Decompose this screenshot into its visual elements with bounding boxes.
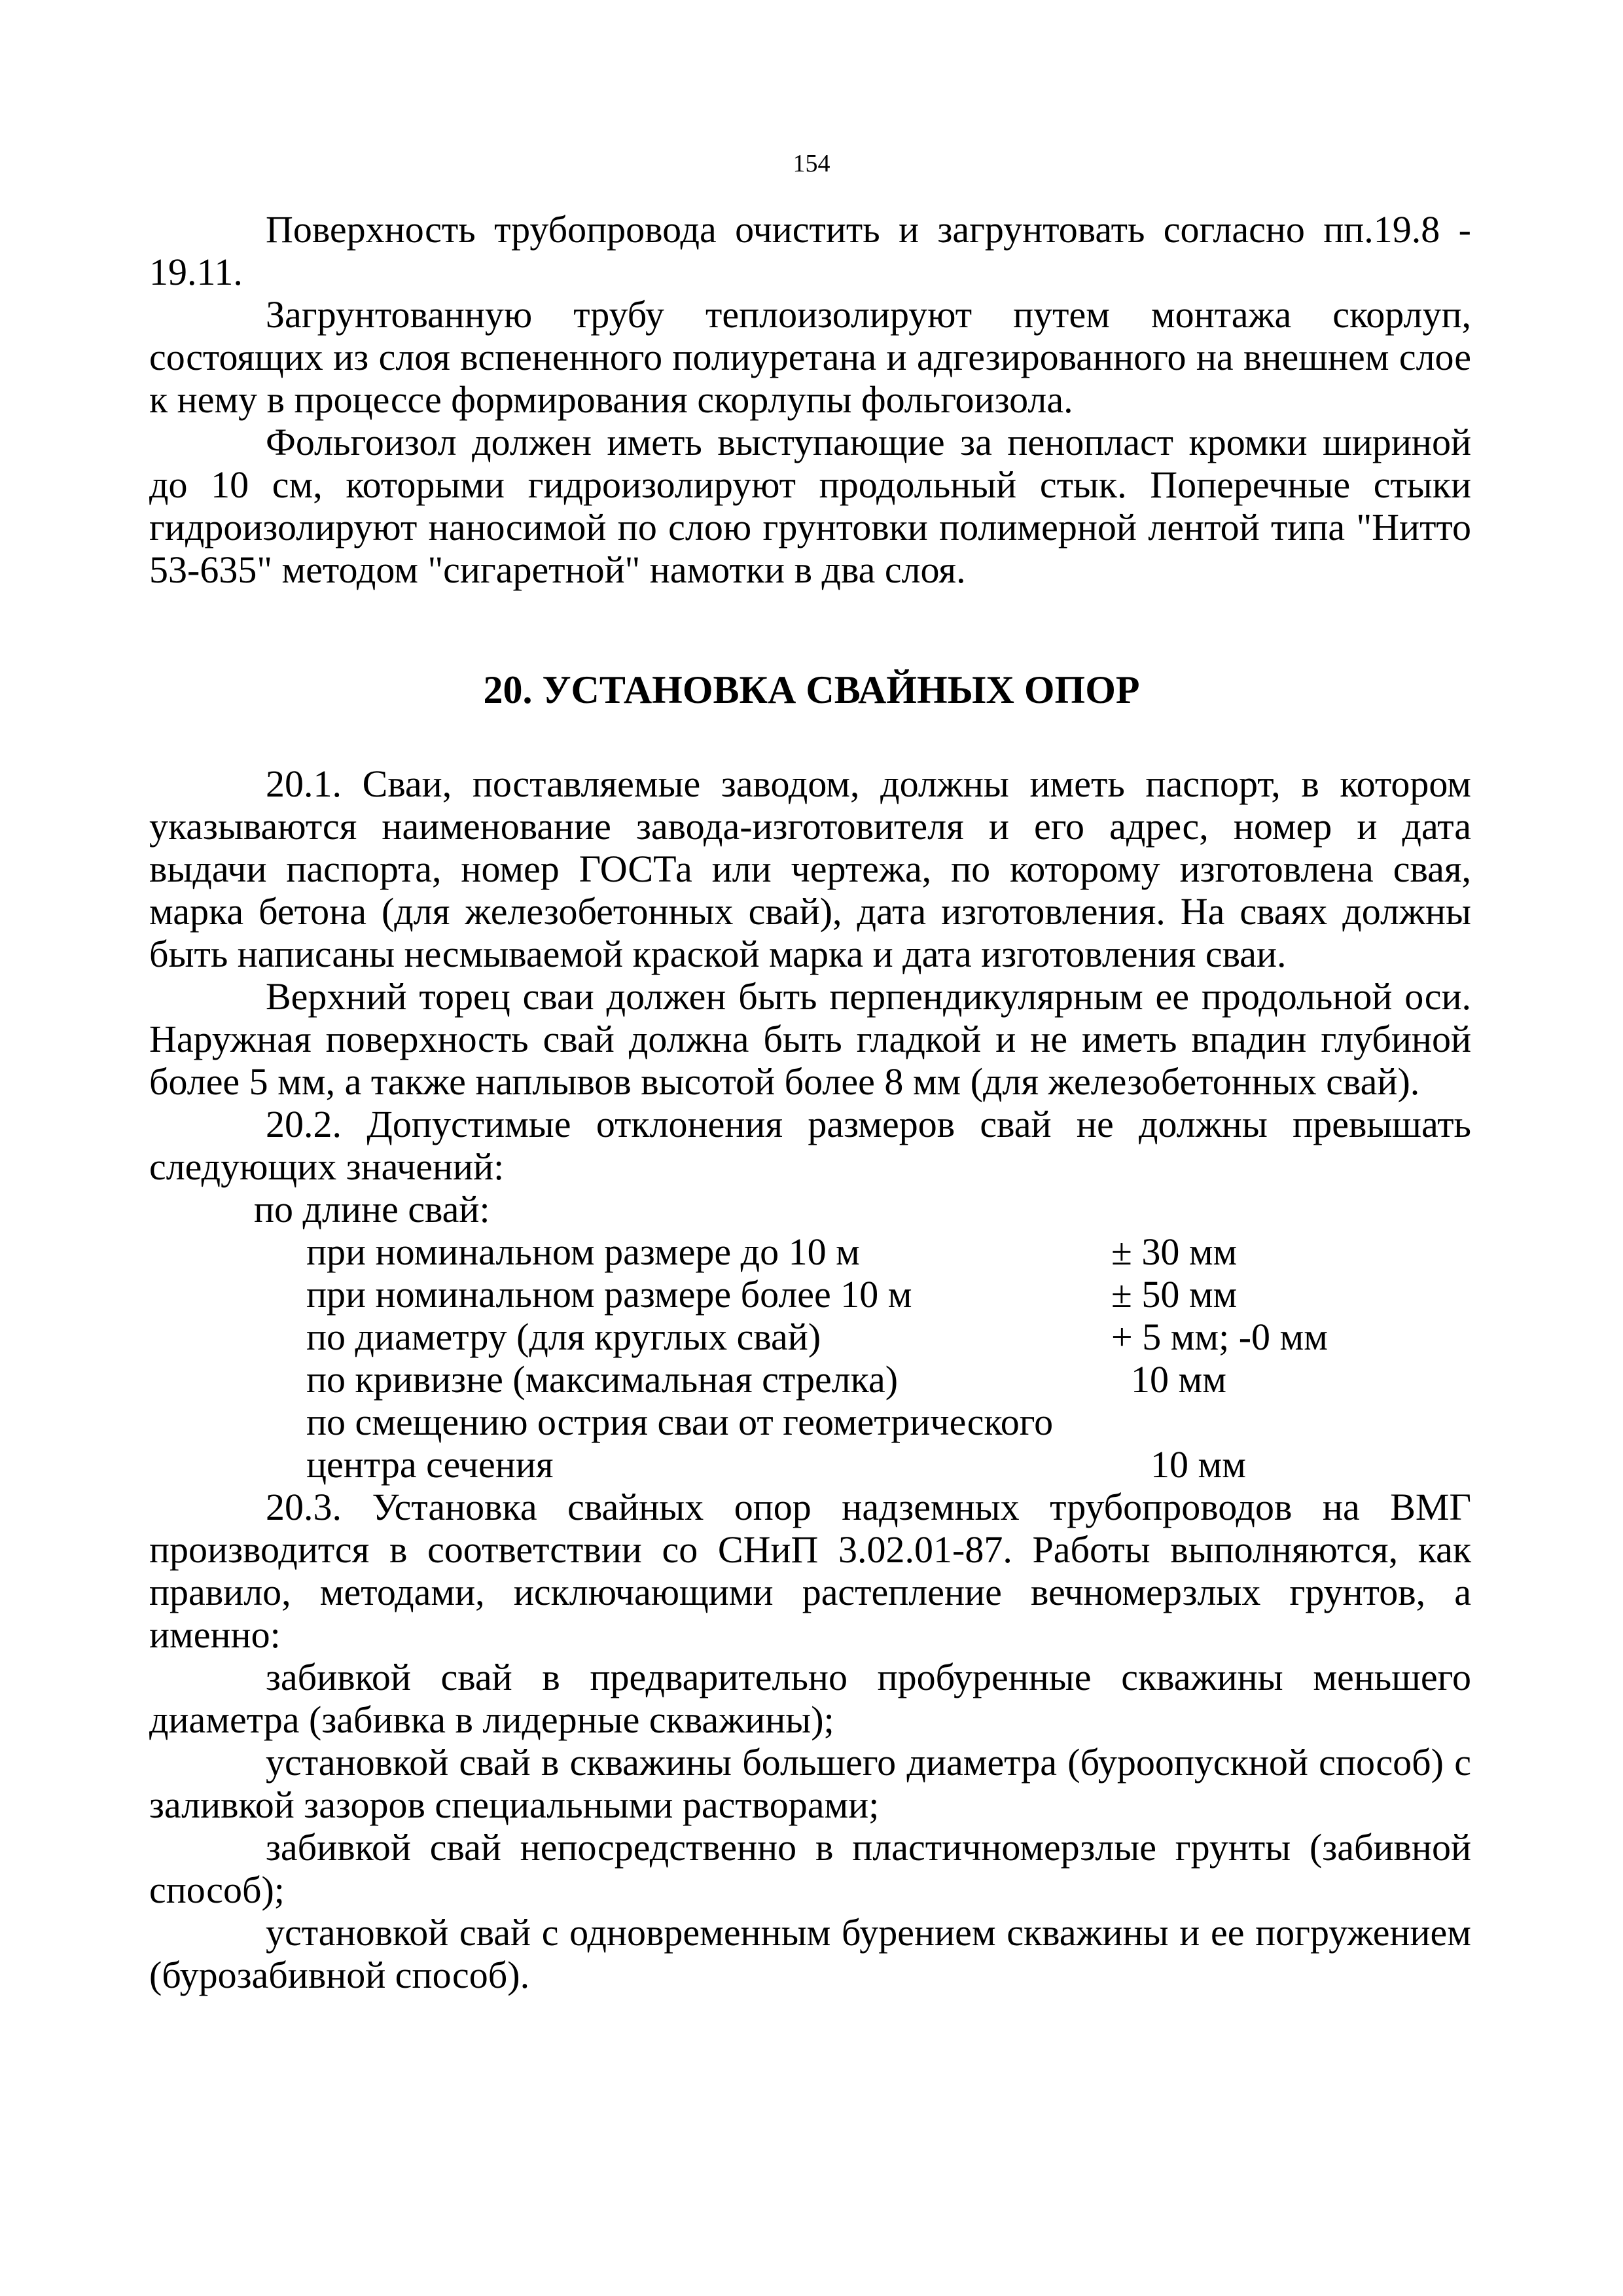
tolerance-value: + 5 мм; -0 мм <box>1111 1316 1328 1358</box>
tolerance-label: по кривизне (максимальная стрелка) <box>306 1358 899 1401</box>
tolerance-row <box>149 1273 1471 1316</box>
tolerance-row <box>149 1230 1471 1273</box>
tolerance-label: при номинальном размере более 10 м <box>306 1273 912 1316</box>
tolerance-label: по диаметру (для круглых свай) <box>306 1316 821 1358</box>
paragraph: 20.3. Установка свайных опор надземных трубопроводов на ВМГ производится в соответствии со СНиП 3.02.01-87. Работы выполняются, как правило, методами, исключающими растепление вечномерзлых грунтов, а именно: <box>149 1486 1471 1656</box>
tolerance-row <box>149 1401 1471 1443</box>
tolerance-row <box>149 1443 1471 1486</box>
paragraph: Фольгоизол должен иметь выступающие за пенопласт кромки шириной до 10 см, которыми гидроизолируют продольный стык. Поперечные стыки гидроизолируют наносимой по слою грунтовки полимерной лентой типа "Нитто 53-635" методом "сигаретной" намотки в два слоя. <box>149 421 1471 591</box>
tolerance-value <box>1111 1401 1471 1443</box>
paragraph: забивкой свай в предварительно пробуренные скважины меньшего диаметра (забивка в лидерные скважины); <box>149 1656 1471 1741</box>
length-label: по длине свай: <box>254 1188 490 1230</box>
paragraph: установкой свай с одновременным бурением скважины и ее погружением (бурозабивной способ). <box>149 1911 1471 1996</box>
tolerance-value: 10 мм <box>1150 1443 1246 1486</box>
tolerance-label: центра сечения <box>306 1443 554 1486</box>
section-text <box>149 762 1471 1996</box>
tolerance-row <box>149 1358 1471 1401</box>
paragraph: 20.2. Допустимые отклонения размеров свай не должны превышать следующих значений: <box>149 1103 1471 1188</box>
section-heading: 20. УСТАНОВКА СВАЙНЫХ ОПОР <box>483 668 1140 711</box>
paragraph: Загрунтованную трубу теплоизолируют путем монтажа скорлуп, состоящих из слоя вспененного полиуретана и адгезированного на внешнем слое к нему в процессе формирования скорлупы фольгоизола. <box>149 293 1471 421</box>
paragraph: установкой свай в скважины большего диаметра (буроопускной способ) с заливкой зазоров специальными растворами; <box>149 1741 1471 1826</box>
tolerance-value: ± 30 мм <box>1111 1230 1238 1273</box>
tolerance-value: ± 50 мм <box>1111 1273 1238 1316</box>
tolerance-value: 10 мм <box>1131 1358 1226 1401</box>
paragraph: забивкой свай непосредственно в пластичномерзлые грунты (забивной способ); <box>149 1826 1471 1911</box>
page-number: 154 <box>793 150 830 177</box>
intro-text <box>149 208 1471 591</box>
tolerance-row <box>149 1316 1471 1358</box>
paragraph: 20.1. Сваи, поставляемые заводом, должны иметь паспорт, в котором указываются наименование завода-изготовителя и его адрес, номер и дата выдачи паспорта, номер ГОСТа или чертежа, по которому изготовлена свая, марка бетона (для железобетонных свай), дата изготовления. На сваях должны быть написаны несмываемой краской марка и дата изготовления сваи. <box>149 762 1471 975</box>
tolerance-label: по смещению острия сваи от геометрического <box>306 1401 1054 1443</box>
tolerance-label: при номинальном размере до 10 м <box>306 1230 860 1273</box>
paragraph: Поверхность трубопровода очистить и загрунтовать согласно пп.19.8 - 19.11. <box>149 208 1471 293</box>
paragraph: Верхний торец сваи должен быть перпендикулярным ее продольной оси. Наружная поверхность свай должна быть гладкой и не иметь впадин глубиной более 5 мм, а также наплывов высотой более 8 мм (для железобетонных свай). <box>149 975 1471 1103</box>
